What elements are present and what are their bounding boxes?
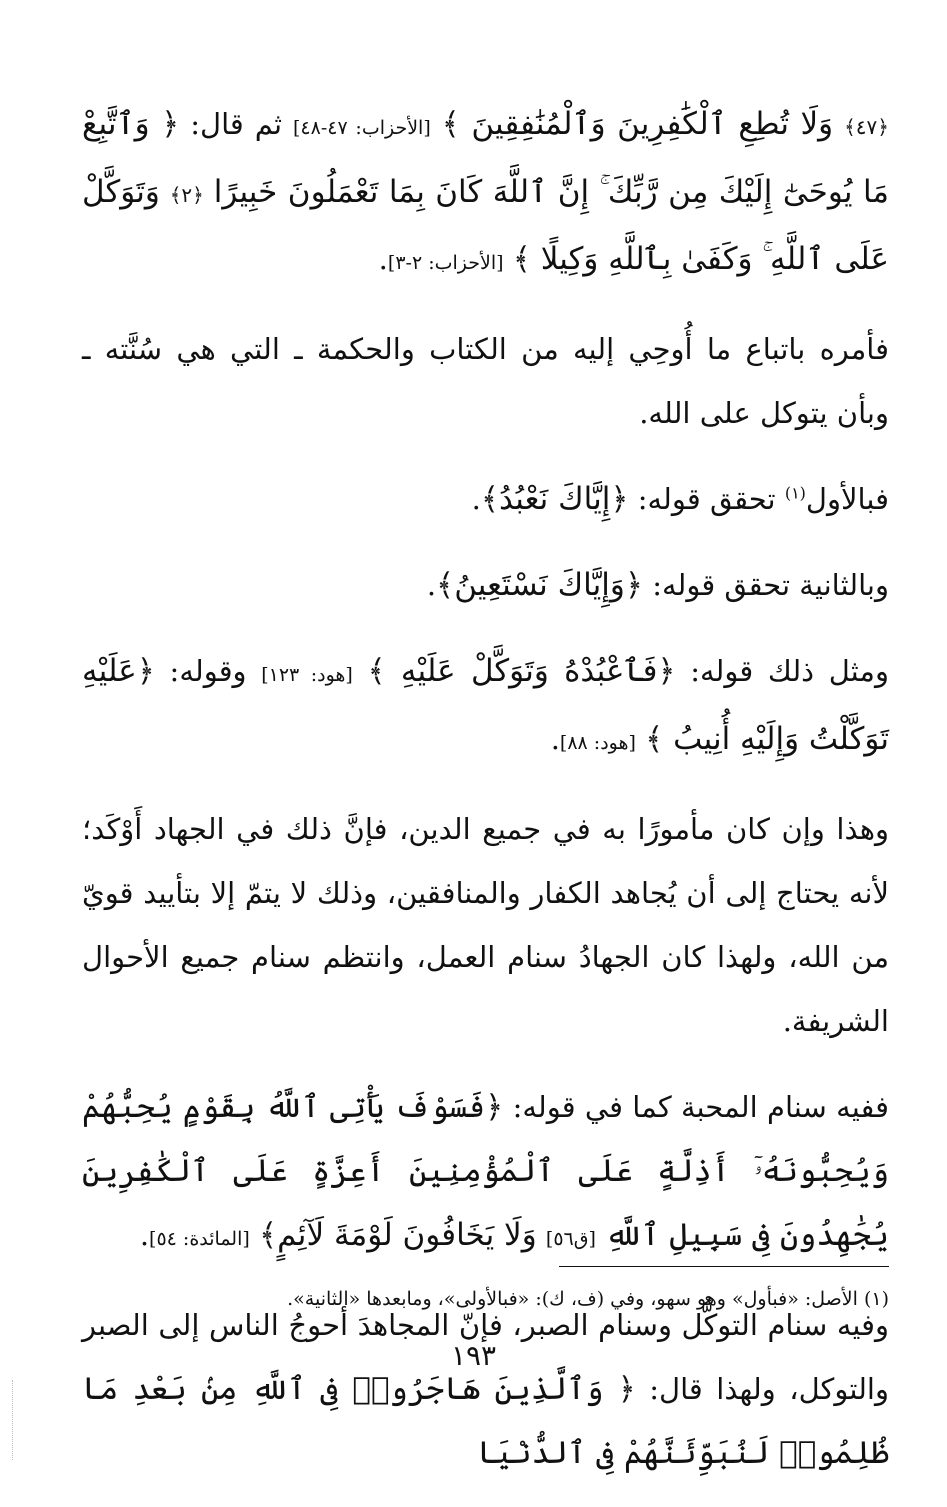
paragraph bbox=[82, 1075, 889, 1271]
paragraph bbox=[82, 92, 889, 295]
body-text: . bbox=[378, 242, 388, 276]
body-text: فبالأول bbox=[805, 482, 889, 516]
body-text: . bbox=[471, 482, 481, 516]
verse-reference: [الأحزاب: ٤٧-٤٨] bbox=[293, 117, 431, 139]
body-text: تحقق قوله: bbox=[628, 482, 785, 516]
body-text bbox=[431, 107, 442, 141]
footnote: (١) الأصل: «فبأول» وهو سهو، وفي (ف، ك): «فبالأولى»، ومابعدها «الثانية». bbox=[287, 1288, 889, 1310]
quran-quote: ﴿عَلَيْهِ تَوَكَّلْتُ وَإِلَيْهِ أُنِيبُ ﴾ bbox=[82, 653, 889, 757]
verse-reference: [هود: ٨٨] bbox=[559, 732, 636, 754]
paragraph bbox=[82, 553, 889, 617]
quran-quote: ﴿فَسَوْفَ يَأْتِى ٱللَّهُ بِقَوْمٍ يُحِبُّهُمْ وَيُحِبُّونَهُۥٓ أَذِلَّةٍ عَلَى ٱلْمُؤْمِنِينَ أَعِزَّةٍ عَلَى ٱلْكَٰفِرِينَ يُجَٰهِدُونَ فِى سَبِيلِ ٱللَّهِ bbox=[82, 1089, 889, 1253]
body-text bbox=[537, 1218, 546, 1252]
body-text: . bbox=[426, 568, 437, 602]
quran-quote: ﴿ وَٱلَّذِينَ هَاجَرُوا۟ فِى ٱللَّهِ مِنۢ بَعْدِ مَا ظُلِمُوا۟ لَنُبَوِّئَنَّهُمْ فِى ٱلدُّنْيَا bbox=[82, 1371, 889, 1471]
body-text: ثم قال: bbox=[179, 107, 293, 141]
body-text bbox=[504, 242, 513, 276]
body-text: وفيه سنام التوكُّل وسنام الصبر، فإنّ المجاهدَ أحوجُ الناس إلى الصبر والتوكل، ولهذا قال: bbox=[82, 1308, 889, 1406]
body-text: ففيه سنام المحبة كما في قوله: bbox=[503, 1090, 889, 1124]
quran-quote: ﴿إِيَّاكَ نَعْبُدُ﴾ bbox=[480, 481, 629, 517]
body-text: وبالثانية تحقق قوله: bbox=[642, 568, 889, 602]
page-number: ١٩٣ bbox=[450, 1339, 497, 1372]
body-text bbox=[160, 175, 170, 209]
footnote-divider bbox=[559, 1266, 889, 1267]
footnote-marker: (١) bbox=[784, 483, 806, 503]
paragraph bbox=[82, 1293, 889, 1485]
verse-reference: [المائدة: ٥٤] bbox=[149, 1228, 250, 1250]
quran-quote: وَتَوَكَّلْ عَلَى ٱللَّهِ ۚ وَكَفَىٰ بِٱللَّهِ وَكِيلًا ﴾ bbox=[82, 174, 889, 277]
quran-quote: ﴿فَٱعْبُدْهُ وَتَوَكَّلْ عَلَيْهِ ﴾ bbox=[367, 653, 676, 689]
paragraph bbox=[82, 467, 889, 531]
body-text bbox=[250, 1218, 259, 1252]
body-text bbox=[596, 1218, 605, 1252]
verse-number-icon: ﴿٢﴾ bbox=[169, 183, 204, 207]
verse-reference: [هود: ١٢٣] bbox=[261, 664, 353, 686]
body-text: . bbox=[139, 1218, 150, 1252]
margin-dots bbox=[12, 1380, 14, 1460]
body-text: . bbox=[550, 722, 560, 756]
verse-reference: [الأحزاب: ٢-٣] bbox=[387, 252, 504, 274]
quran-quote: وَلَا يَخَافُونَ لَوْمَةَ لَآئِمٍ﴾ bbox=[259, 1217, 537, 1253]
verse-number-icon: ﴿٤٧﴾ bbox=[844, 115, 889, 139]
quran-quote: ﴿وَإِيَّاكَ نَسْتَعِينُ﴾ bbox=[436, 567, 643, 603]
body-text: فأمره باتباع ما أُوحِي إليه من الكتاب والحكمة ـ التي هي سُنَّته ـ وبأن يتوكل على الله. bbox=[82, 332, 889, 430]
body-text bbox=[353, 654, 368, 688]
body-text bbox=[204, 175, 214, 209]
body-text bbox=[636, 722, 645, 756]
paragraph bbox=[82, 639, 889, 775]
paragraph bbox=[82, 797, 889, 1053]
quran-quote: ﴿ وَٱتَّبِعْ مَا يُوحَىٰٓ إِلَيْكَ مِن رَّبِّكَ ۚ إِنَّ ٱللَّهَ كَانَ بِمَا تَعْمَلُونَ خَبِيرًا bbox=[82, 106, 889, 210]
body-text: وهذا وإن كان مأمورًا به في جميع الدين، فإنَّ ذلك في الجهاد أَوْكَد؛ لأنه يحتاج إلى أن يُجاهد الكفار والمنافقين، وذلك لا يتمّ إلا بتأييد قويّ من الله، ولهذا كان الجهادُ سنام العمل، وانتظم سنام جميع الأحوال الشريفة. bbox=[82, 812, 889, 1038]
body-text bbox=[833, 107, 844, 141]
body-text: ومثل ذلك قوله: bbox=[675, 654, 889, 688]
quran-quote: وَلَا تُطِعِ ٱلْكَٰفِرِينَ وَٱلْمُنَٰفِقِينَ ﴾ bbox=[441, 106, 834, 142]
body-text: وقوله: bbox=[154, 654, 262, 688]
verse-reference: [ق٥٦] bbox=[545, 1228, 596, 1250]
paragraph bbox=[82, 317, 889, 445]
